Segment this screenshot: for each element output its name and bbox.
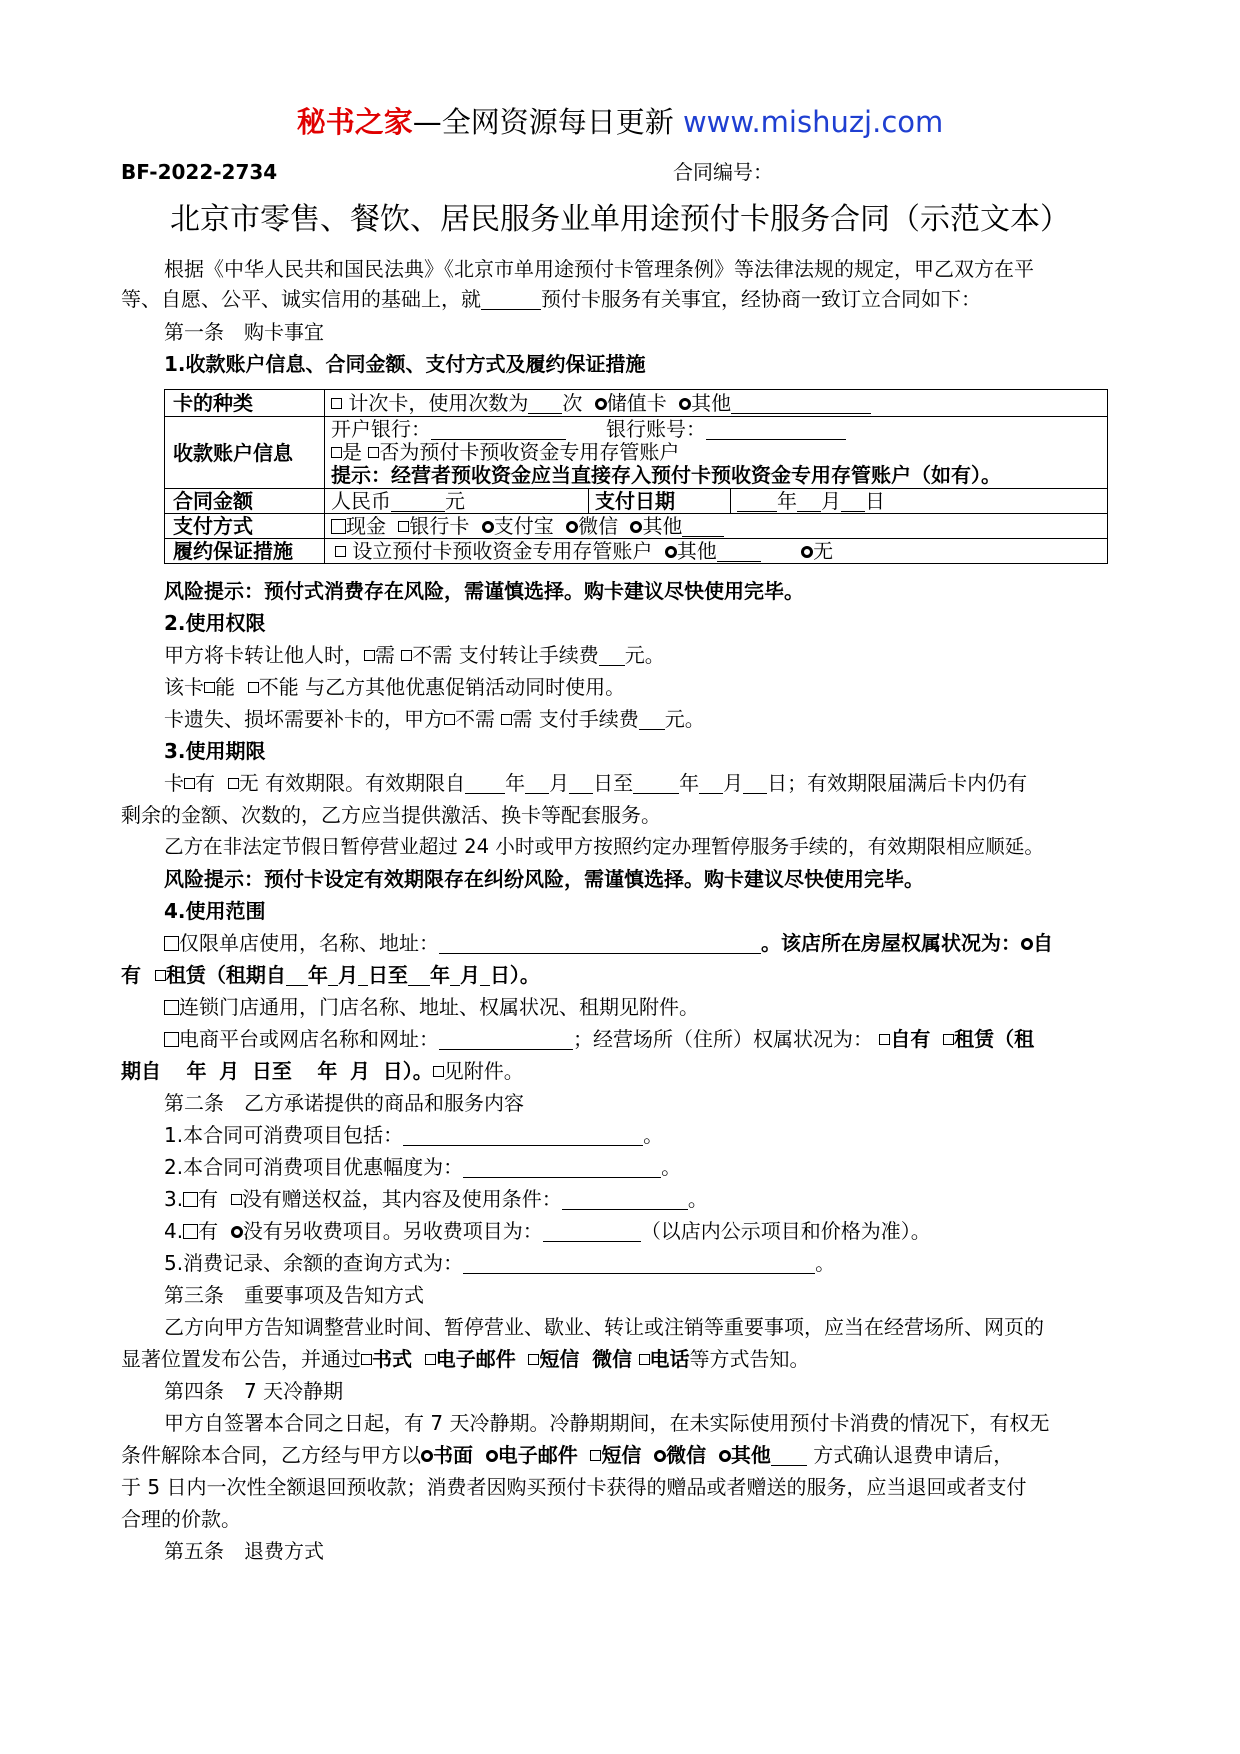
radio-icon[interactable] xyxy=(679,398,691,410)
checkbox-icon[interactable] xyxy=(331,447,342,458)
banner-brand: 秘书之家 xyxy=(296,105,413,139)
radio-icon[interactable] xyxy=(231,1226,243,1238)
doc-number: BF-2022-2734 xyxy=(121,160,278,184)
article-4-line-2: 条件解除本合同，乙方经与甲方以 书面 电子邮件 短信 微信 其他 方式确认退费申请后， xyxy=(121,1443,1014,1467)
table-row xyxy=(165,417,1108,489)
pay-date-label: 支付日期 xyxy=(589,489,731,514)
table-row xyxy=(165,514,1108,539)
section-1-2-heading: 2.使用权限 xyxy=(164,611,266,635)
blank-field xyxy=(481,288,541,310)
radio-icon[interactable] xyxy=(566,521,578,533)
checkbox-icon[interactable] xyxy=(331,398,342,409)
radio-icon[interactable] xyxy=(654,1450,666,1462)
checkbox-icon[interactable] xyxy=(204,682,215,693)
checkbox-icon[interactable] xyxy=(164,1032,179,1047)
article-4-heading: 第四条 7 天冷静期 xyxy=(164,1379,344,1403)
checkbox-icon[interactable] xyxy=(368,447,379,458)
promo-line: 该卡 能 不能 与乙方其他优惠促销活动同时使用。 xyxy=(164,675,626,699)
card-type-options: 计次卡，使用次数为 次 储值卡 其他 xyxy=(325,390,1108,417)
section-1-4-heading: 4.使用范围 xyxy=(164,899,266,923)
checkbox-icon[interactable] xyxy=(228,778,239,789)
replacement-fee-line: 卡遗失、损坏需要补卡的，甲方 不需 需 支付手续费 元。 xyxy=(164,707,705,731)
validity-line-3: 乙方在非法定节假日暂停营业超过 24 小时或甲方按照约定办理暂停服务手续的，有效期限相应顺延。 xyxy=(164,835,1044,858)
section-1-3-heading: 3.使用期限 xyxy=(164,739,266,763)
checkbox-icon[interactable] xyxy=(590,1450,601,1461)
guarantee-options: 设立预付卡预收资金专用存管账户 其他 无 xyxy=(325,539,1108,564)
account-details: 开户银行： 银行账号： 是 否为预付卡预收资金专用存管账户 提示：经营者预收资金应当直接存入预付卡预收资金专用存管账户（如有）。 xyxy=(325,417,1108,489)
checkbox-icon[interactable] xyxy=(335,546,346,557)
article-3-line-1: 乙方向甲方告知调整营业时间、暂停营业、歇业、转让或注销等重要事项，应当在经营场所、网页的 xyxy=(164,1315,1044,1339)
validity-line-2: 剩余的金额、次数的，乙方应当提供激活、换卡等配套服务。 xyxy=(121,803,661,827)
transfer-fee-line: 甲方将卡转让他人时， 需 不需 支付转让手续费 元。 xyxy=(164,643,665,667)
radio-icon[interactable] xyxy=(630,521,642,533)
article-4-line-1: 甲方自签署本合同之日起，有 7 天冷静期。冷静期期间，在未实际使用预付卡消费的情况下，有权无 xyxy=(164,1411,1050,1435)
checkbox-icon[interactable] xyxy=(401,650,412,661)
radio-icon[interactable] xyxy=(801,546,813,558)
risk-notice-2: 风险提示：预付卡设定有效期限存在纠纷风险，需谨慎选择。购卡建议尽快使用完毕。 xyxy=(164,867,924,891)
scope-online-store: 电商平台或网店名称和网址： ；经营场所（住所）权属状况为： 自有 租赁（租 xyxy=(164,1024,1034,1054)
pay-method-label: 支付方式 xyxy=(165,514,325,539)
site-banner xyxy=(0,102,1240,142)
checkbox-icon[interactable] xyxy=(248,682,259,693)
risk-notice-1: 风险提示：预付式消费存在风险，需谨慎选择。购卡建议尽快使用完毕。 xyxy=(164,579,804,603)
page-title: 北京市零售、餐饮、居民服务业单用途预付卡服务合同（示范文本） xyxy=(170,202,1070,237)
article-2-heading: 第二条 乙方承诺提供的商品和服务内容 xyxy=(164,1091,524,1115)
checkbox-icon[interactable] xyxy=(184,778,195,789)
checkbox-icon[interactable] xyxy=(433,1066,444,1077)
payment-info-table xyxy=(164,389,1108,564)
pay-method-options: 现金 银行卡 支付宝 微信 其他 xyxy=(325,514,1108,539)
validity-line-1: 卡 有 无 有效期限。有效期限自 年 月 日至 年 月 日；有效期限届满后卡内仍有 xyxy=(164,771,1028,795)
banner-url[interactable]: www.mishuzj.com xyxy=(682,105,944,139)
scope-single-store-lease: 有 租赁（租期自 年 月 日至 年 月 日）。 xyxy=(121,963,540,987)
checkbox-icon[interactable] xyxy=(361,1354,372,1365)
radio-icon[interactable] xyxy=(486,1450,498,1462)
table-row xyxy=(165,390,1108,417)
checkbox-icon[interactable] xyxy=(164,936,179,951)
checkbox-icon[interactable] xyxy=(231,1194,242,1205)
article-5-heading: 第五条 退费方式 xyxy=(164,1539,324,1563)
checkbox-icon[interactable] xyxy=(183,1192,198,1207)
radio-icon[interactable] xyxy=(421,1450,433,1462)
guarantee-label: 履约保证措施 xyxy=(165,539,325,564)
amount-value: 人民币 元 xyxy=(325,489,589,514)
checkbox-icon[interactable] xyxy=(331,519,346,534)
radio-icon[interactable] xyxy=(1021,938,1033,950)
article-3-line-2: 显著位置发布公告，并通过 书式 电子邮件 短信 微信 电话等方式告知。 xyxy=(121,1347,810,1371)
checkbox-icon[interactable] xyxy=(398,521,409,532)
contract-no-label: 合同编号： xyxy=(673,160,773,184)
radio-icon[interactable] xyxy=(482,521,494,533)
amount-label: 合同金额 xyxy=(165,489,325,514)
article-4-line-3: 于 5 日内一次性全额退回预收款；消费者因购买预付卡获得的赠品或者赠送的服务，应当退回或者支付 xyxy=(121,1475,1027,1499)
article-3-heading: 第三条 重要事项及告知方式 xyxy=(164,1283,424,1307)
banner-tagline: —全网资源每日更新 xyxy=(412,105,674,139)
card-type-label: 卡的种类 xyxy=(165,390,325,417)
checkbox-icon[interactable] xyxy=(425,1354,436,1365)
article-4-line-4: 合理的价款。 xyxy=(121,1507,241,1531)
checkbox-icon[interactable] xyxy=(364,650,375,661)
checkbox-icon[interactable] xyxy=(639,1354,650,1365)
scope-chain-stores: 连锁门店通用，门店名称、地址、权属状况、租期见附件。 xyxy=(164,992,699,1022)
checkbox-icon[interactable] xyxy=(501,714,512,725)
pay-date-value: 年 月 日 xyxy=(731,489,1108,514)
checkbox-icon[interactable] xyxy=(943,1034,954,1045)
radio-icon[interactable] xyxy=(595,398,607,410)
checkbox-icon[interactable] xyxy=(879,1034,890,1045)
article-2-item-3: 3. 有 没有赠送权益，其内容及使用条件： 。 xyxy=(164,1187,708,1211)
section-1-1-heading: 1.收款账户信息、合同金额、支付方式及履约保证措施 xyxy=(164,352,646,376)
article-2-item-2: 2.本合同可消费项目优惠幅度为： 。 xyxy=(164,1155,682,1179)
checkbox-icon[interactable] xyxy=(183,1224,198,1239)
radio-icon[interactable] xyxy=(719,1450,731,1462)
intro-line-2: 等、自愿、公平、诚实信用的基础上，就 预付卡服务有关事宜，经协商一致订立合同如下： xyxy=(121,287,981,311)
intro-line-1: 根据《中华人民共和国民法典》《北京市单用途预付卡管理条例》等法律法规的规定，甲乙双方在平 xyxy=(164,257,1034,281)
article-2-item-1: 1.本合同可消费项目包括： 。 xyxy=(164,1123,664,1147)
table-row xyxy=(165,489,1108,514)
checkbox-icon[interactable] xyxy=(155,970,166,981)
radio-icon[interactable] xyxy=(665,546,677,558)
scope-single-store: 仅限单店使用，名称、地址： 。该店所在房屋权属状况为： 自 xyxy=(164,928,1053,958)
article-2-item-5: 5.消费记录、余额的查询方式为： 。 xyxy=(164,1251,836,1275)
checkbox-icon[interactable] xyxy=(444,714,455,725)
checkbox-icon[interactable] xyxy=(528,1354,539,1365)
article-2-item-4: 4. 有 没有另收费项目。另收费项目为： （以店内公示项目和价格为准）。 xyxy=(164,1219,931,1243)
checkbox-icon[interactable] xyxy=(164,1000,179,1015)
table-row xyxy=(165,539,1108,564)
article-1-heading: 第一条 购卡事宜 xyxy=(164,320,324,344)
account-label: 收款账户信息 xyxy=(165,417,325,489)
scope-online-store-lease: 期自 年 月 日至 年 月 日）。 见附件。 xyxy=(121,1059,524,1083)
